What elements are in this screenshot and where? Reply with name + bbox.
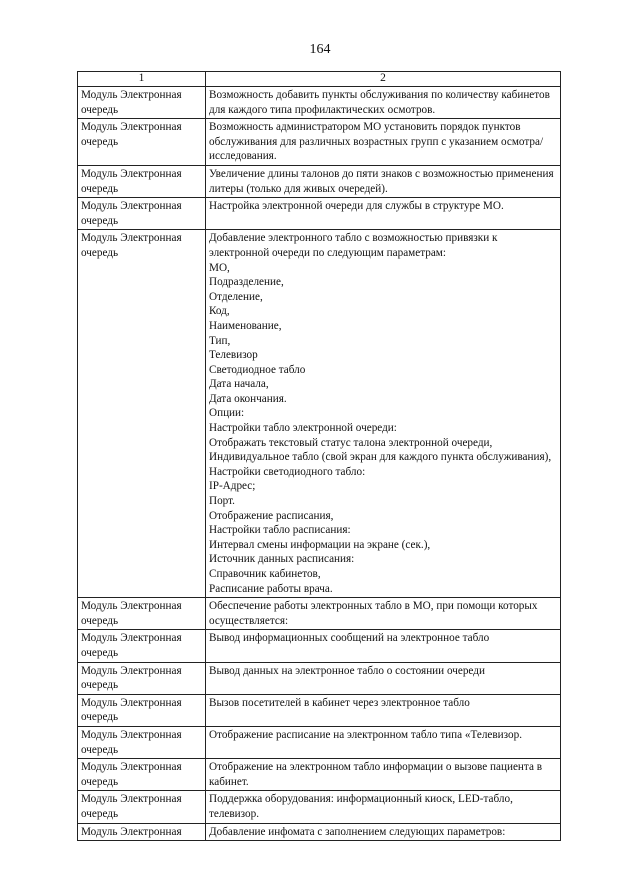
description-line: Настройка электронной очереди для службы в структуре МО. — [209, 200, 504, 213]
description-line: Подразделение, — [209, 276, 284, 289]
cell-spacer — [209, 743, 557, 757]
description-line: IP-Адрес; — [209, 480, 256, 493]
description-line: Дата начала, — [209, 378, 269, 391]
description-line: Расписание работы врача. — [209, 582, 333, 595]
column-header-1: 1 — [78, 72, 206, 87]
description-line: Настройки светодиодного табло: — [209, 465, 366, 478]
column-header-2: 2 — [206, 72, 561, 87]
module-cell: Модуль Электронная очередь — [78, 759, 206, 791]
description-line: Отделение, — [209, 290, 263, 303]
description-cell — [206, 823, 561, 841]
description-cell — [206, 759, 561, 791]
description-line: Возможность добавить пункты обслуживания по количеству кабинетов для каждого типа профилактических осмотров. — [209, 89, 550, 116]
description-line: Телевизор — [209, 349, 258, 362]
module-cell: Модуль Электронная очередь — [78, 791, 206, 823]
description-line: Отображать текстовый статус талона электронной очереди, — [209, 436, 493, 449]
description-line: Отображение расписание на электронном табло типа «Телевизор. — [209, 728, 523, 741]
module-cell: Модуль Электронная очередь — [78, 119, 206, 166]
description-line: Настройки табло электронной очереди: — [209, 422, 397, 435]
description-line: Вывод данных на электронное табло о состоянии очереди — [209, 664, 485, 677]
description-line: Светодиодное табло — [209, 363, 306, 376]
description-line: Индивидуальное табло (свой экран для каждого пункта обслуживания), — [209, 451, 552, 464]
module-cell: Модуль Электронная очередь — [78, 694, 206, 726]
description-cell — [206, 694, 561, 726]
description-line: Поддержка оборудования: информационный киоск, LED-табло, телевизор. — [209, 793, 513, 820]
module-cell: Модуль Электронная очередь — [78, 630, 206, 662]
description-cell — [206, 230, 561, 598]
cell-spacer — [209, 710, 557, 724]
table-row — [78, 759, 561, 791]
table-row — [78, 791, 561, 823]
description-line: Отображение на электронном табло информации о вызове пациента в кабинет. — [209, 761, 542, 788]
table-row — [78, 662, 561, 694]
table-row — [78, 598, 561, 630]
table-row — [78, 119, 561, 166]
module-cell: Модуль Электронная очередь — [78, 198, 206, 230]
description-cell — [206, 598, 561, 630]
table-row — [78, 165, 561, 197]
table-row — [78, 87, 561, 119]
description-line: Отображение расписания, — [209, 509, 334, 522]
table-row — [78, 726, 561, 758]
module-cell: Модуль Электронная — [78, 823, 206, 841]
description-line: Настройки табло расписания: — [209, 524, 351, 537]
module-cell: Модуль Электронная очередь — [78, 662, 206, 694]
description-line: Обеспечение работы электронных табло в МО, при помощи которых осуществляется: — [209, 600, 538, 627]
page-number: 164 — [309, 42, 331, 57]
description-line: Добавление электронного табло с возможностью привязки к электронной очереди по следующим параметрам: — [209, 232, 498, 259]
description-line: Тип, — [209, 334, 231, 347]
description-line: Увеличение длины талонов до пяти знаков с возможностью применения литеры (только для живых очередей). — [209, 167, 554, 195]
description-line: Наименование, — [209, 319, 282, 332]
description-line: Код, — [209, 305, 230, 318]
table-body — [78, 87, 561, 841]
description-line: МО, — [209, 261, 230, 274]
description-cell — [206, 662, 561, 694]
cell-spacer — [209, 646, 557, 660]
description-cell — [206, 198, 561, 230]
requirements-table — [77, 71, 561, 841]
module-cell: Модуль Электронная очередь — [78, 230, 206, 598]
description-cell — [206, 726, 561, 758]
table-row — [78, 694, 561, 726]
description-cell — [206, 165, 561, 197]
description-line: Вызов посетителей в кабинет через электронное табло — [209, 696, 470, 709]
module-cell: Модуль Электронная очередь — [78, 726, 206, 758]
module-cell: Модуль Электронная очередь — [78, 165, 206, 197]
description-line: Справочник кабинетов, — [209, 568, 321, 580]
header-row — [78, 72, 561, 87]
table-row — [78, 230, 561, 598]
description-line: Вывод информационных сообщений на электронное табло — [209, 632, 490, 645]
table-row — [78, 630, 561, 662]
description-line: Источник данных расписания: — [209, 553, 355, 566]
description-line: Интервал смены информации на экране (сек.), — [209, 538, 431, 551]
description-line: Опции: — [209, 407, 245, 420]
table-row — [78, 198, 561, 230]
description-cell — [206, 119, 561, 166]
module-cell: Модуль Электронная очередь — [78, 598, 206, 630]
description-line: Порт. — [209, 495, 235, 508]
description-cell — [206, 791, 561, 823]
table-row — [78, 823, 561, 841]
description-cell — [206, 630, 561, 662]
module-cell: Модуль Электронная очередь — [78, 87, 206, 119]
cell-spacer — [209, 678, 557, 692]
description-line: Дата окончания. — [209, 392, 287, 405]
description-cell — [206, 87, 561, 119]
description-line: Добавление инфомата с заполнением следующих параметров: — [209, 825, 506, 838]
description-line: Возможность администратором МО установить порядок пунктов обслуживания для различных возрастных групп с указанием осмотра/исследования. — [209, 121, 544, 163]
